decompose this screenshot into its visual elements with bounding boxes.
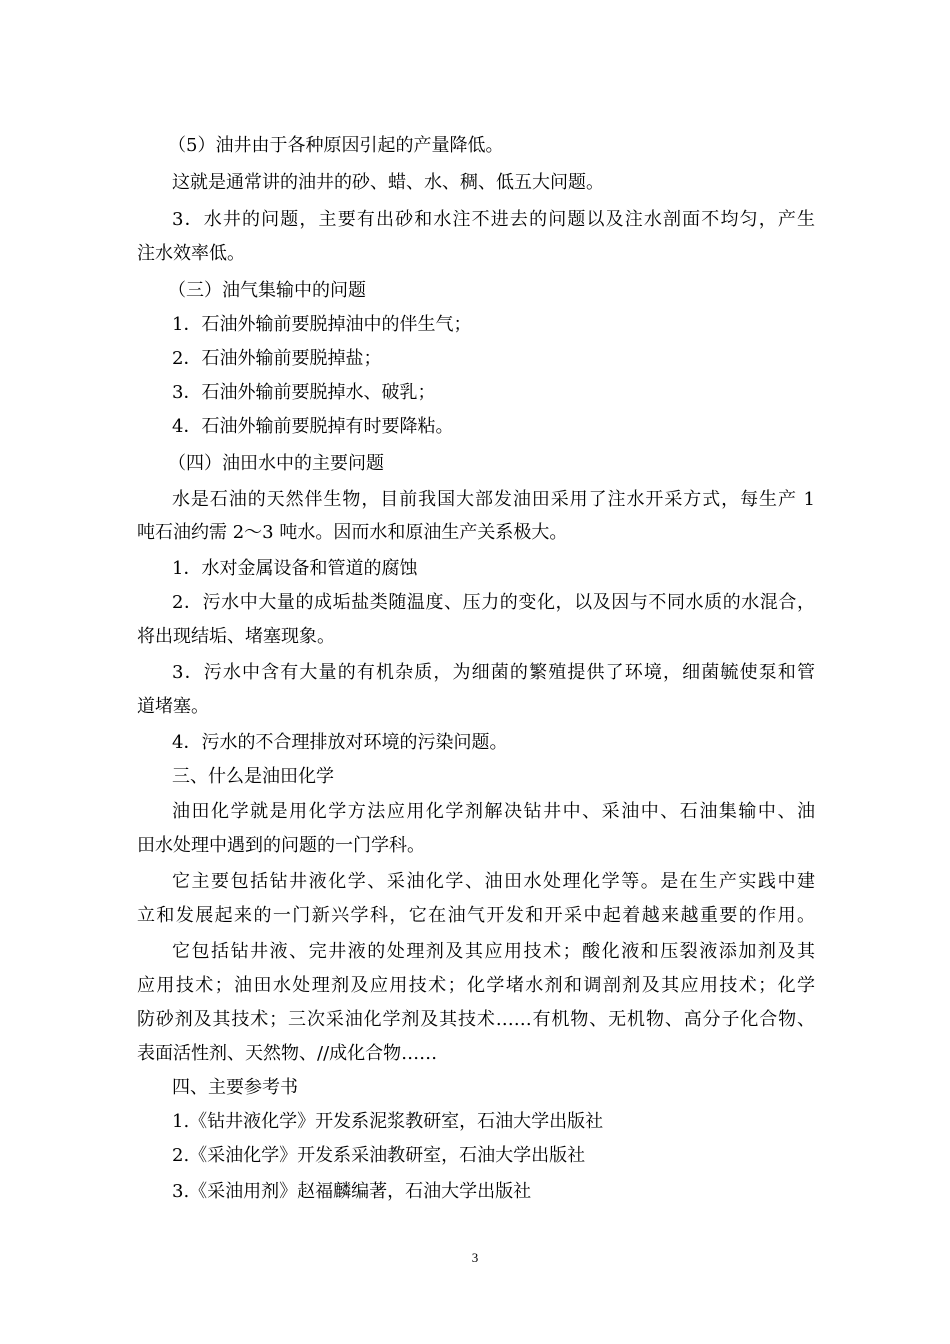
reference-item: 1.《钻井液化学》开发系泥浆教研室，石油大学出版社 [172, 1111, 604, 1132]
text-line: 它包括钻井液、完井液的处理剂及其应用技术；酸化液和压裂液添加剂及其 [172, 941, 815, 962]
text-line: 吨石油约需 2～3 吨水。因而水和原油生产关系极大。 [137, 522, 568, 543]
text-line: 田水处理中遇到的问题的一门学科。 [137, 835, 425, 856]
text-line: 油田化学就是用化学方法应用化学剂解决钻井中、采油中、石油集输中、油 [172, 801, 815, 822]
section-heading: 三、什么是油田化学 [172, 766, 334, 787]
page-number: 3 [471, 1250, 479, 1265]
text-line: （5）油井由于各种原因引起的产量降低。 [168, 135, 504, 156]
text-line: 这就是通常讲的油井的砂、蜡、水、稠、低五大问题。 [172, 172, 604, 193]
reference-item: 2.《采油化学》开发系采油教研室，石油大学出版社 [172, 1145, 586, 1166]
text-line: 2．石油外输前要脱掉盐； [172, 348, 382, 369]
text-line: 它主要包括钻井液化学、采油化学、油田水处理化学等。是在生产实践中建 [172, 871, 815, 892]
text-line: 道堵塞。 [137, 696, 209, 717]
text-line: 3．石油外输前要脱掉水、破乳； [172, 382, 436, 403]
text-line: 3．水井的问题，主要有出砂和水注不进去的问题以及注水剖面不均匀，产生 [172, 209, 815, 230]
text-line: 水是石油的天然伴生物，目前我国大部发油田采用了注水开采方式，每生产 1 [172, 489, 815, 510]
reference-item: 3.《采油用剂》赵福麟编著，石油大学出版社 [172, 1181, 532, 1202]
section-heading: 四、主要参考书 [172, 1077, 298, 1098]
section-heading: （三）油气集输中的问题 [168, 280, 366, 301]
text-line: 防砂剂及其技术；三次采油化学剂及其技术……有机物、无机物、高分子化合物、 [137, 1009, 815, 1030]
text-line: 将出现结垢、堵塞现象。 [137, 626, 335, 647]
text-line: 应用技术；油田水处理剂及应用技术；化学堵水剂和调剖剂及其应用技术；化学 [137, 975, 815, 996]
text-line: 1．水对金属设备和管道的腐蚀 [172, 558, 418, 579]
section-heading: （四）油田水中的主要问题 [168, 453, 384, 474]
text-line: 2．污水中大量的成垢盐类随温度、压力的变化，以及因与不同水质的水混合， [172, 592, 815, 613]
text-line: 表面活性剂、天然物、//成化合物…… [137, 1043, 438, 1064]
text-line: 3．污水中含有大量的有机杂质，为细菌的繁殖提供了环境，细菌毓使泵和管 [172, 662, 815, 683]
text-line: 1．石油外输前要脱掉油中的伴生气； [172, 314, 472, 335]
text-line: 4．污水的不合理排放对环境的污染问题。 [172, 732, 508, 753]
text-line: 注水效率低。 [137, 243, 245, 264]
text-line: 立和发展起来的一门新兴学科，它在油气开发和开采中起着越来越重要的作用。 [137, 905, 815, 926]
text-line: 4．石油外输前要脱掉有时要降粘。 [172, 416, 454, 437]
